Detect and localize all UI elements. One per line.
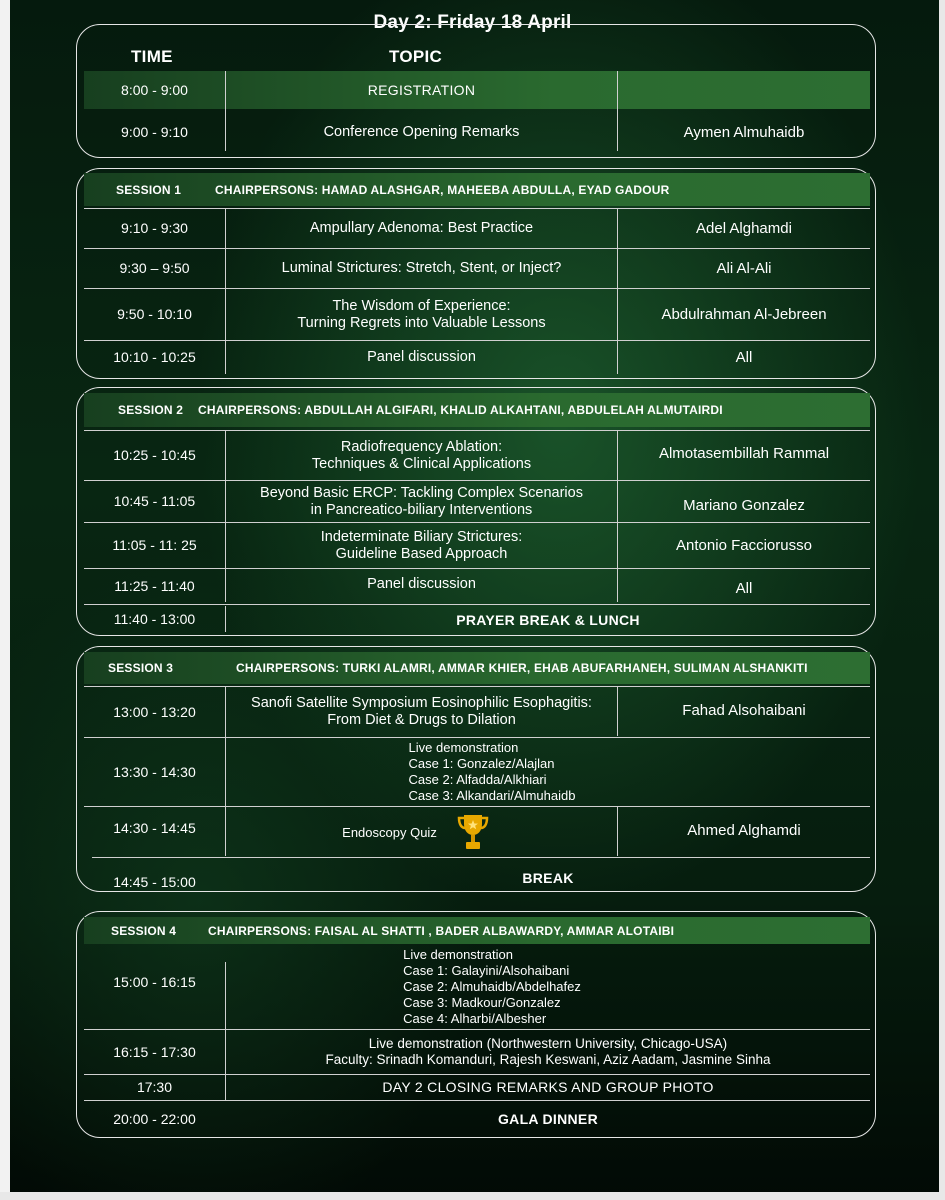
session-label: SESSION 1	[116, 182, 182, 197]
topic-line-1: Radiofrequency Ablation:	[340, 438, 503, 455]
topic-line-2: in Pancreatico-biliary Interventions	[310, 501, 533, 518]
speaker-cell: All	[735, 349, 753, 366]
page-margin-left	[0, 0, 10, 1200]
speaker-cell: Ali Al-Ali	[716, 260, 772, 277]
page-margin-right	[939, 0, 945, 1200]
time-cell: 17:30	[136, 1079, 173, 1095]
time-cell: 16:15 - 17:30	[113, 1043, 196, 1060]
time-cell: 20:00 - 22:00	[113, 1110, 196, 1127]
topic-cell	[226, 481, 617, 522]
page-title: Day 2: Friday 18 April	[373, 12, 572, 33]
row-separator	[92, 857, 870, 858]
time-cell: 14:45 - 15:00	[113, 873, 196, 890]
topic-line-1: Sanofi Satellite Symposium Eosinophilic Esophagitis:	[251, 695, 592, 711]
live-demo-list	[409, 740, 576, 804]
speaker-cell	[618, 71, 870, 109]
time-cell: 13:00 - 13:20	[113, 703, 196, 720]
topic-cell	[226, 944, 870, 1029]
time-cell: 10:25 - 10:45	[113, 447, 196, 463]
session-label: SESSION 3	[108, 661, 174, 675]
quiz-label: Endoscopy Quiz	[342, 824, 437, 840]
topic-cell: Luminal Strictures: Stretch, Stent, or Inject?	[281, 260, 562, 276]
topic-cell	[226, 289, 617, 340]
topic-cell: PRAYER BREAK & LUNCH	[456, 611, 640, 628]
session-4-header	[84, 917, 870, 944]
time-cell: 8:00 - 9:00	[121, 81, 188, 98]
topic-cell: Conference Opening Remarks	[323, 123, 520, 140]
topic-cell: GALA DINNER	[497, 1110, 598, 1127]
session-2-header	[84, 393, 870, 427]
speaker-cell: Aymen Almuhaidb	[683, 123, 805, 141]
time-cell: 9:10 - 9:30	[121, 220, 188, 236]
topic-column-header: TOPIC	[389, 47, 443, 66]
topic-cell: Panel discussion	[367, 349, 476, 365]
topic-cell: Ampullary Adenoma: Best Practice	[309, 220, 534, 236]
topic-cell: REGISTRATION	[367, 81, 476, 98]
topic-line-1: Live demonstration (Northwestern University, Chicago-USA)	[368, 1036, 728, 1051]
time-cell: 11:25 - 11:40	[114, 578, 195, 594]
speaker-cell: Antonio Facciorusso	[676, 537, 812, 554]
trophy-icon	[457, 812, 489, 852]
time-cell: 11:05 - 11: 25	[112, 537, 197, 553]
time-cell: 9:30 – 9:50	[119, 260, 190, 276]
topic-cell: DAY 2 CLOSING REMARKS AND GROUP PHOTO	[382, 1079, 714, 1095]
session-label: SESSION 2	[118, 403, 184, 417]
topic-line-1: Beyond Basic ERCP: Tackling Complex Scenarios	[260, 484, 583, 501]
topic-line-1: Indeterminate Biliary Strictures:	[320, 528, 523, 545]
session-label: SESSION 4	[111, 923, 177, 938]
speaker-cell: Abdulrahman Al-Jebreen	[661, 306, 827, 323]
time-cell: 14:30 - 14:45	[113, 819, 196, 836]
topic-cell: Panel discussion	[367, 575, 476, 592]
topic-cell	[226, 807, 617, 857]
speaker-cell: Almotasembillah Rammal	[658, 445, 830, 462]
live-demo-list	[403, 947, 581, 1027]
time-cell: 13:30 - 14:30	[113, 763, 196, 780]
session-3-header	[84, 652, 870, 684]
topic-cell	[226, 687, 617, 737]
topic-line-2: Techniques & Clinical Applications	[311, 455, 532, 472]
session-1-header	[84, 173, 870, 206]
list-item: Case 3: Madkour/Gonzalez	[403, 994, 561, 1010]
session-chairpersons: CHAIRPERSONS: TURKI ALAMRI, AMMAR KHIER, EHAB ABUFARHANEH, SULIMAN ALSHANKITI	[236, 661, 808, 675]
list-item: Case 3: Alkandari/Almuhaidb	[408, 788, 576, 803]
time-cell: 10:10 - 10:25	[113, 349, 196, 365]
topic-cell	[226, 1030, 870, 1074]
session-chairpersons: CHAIRPERSONS: ABDULLAH ALGIFARI, KHALID ALKAHTANI, ABDULELAH ALMUTAIRDI	[198, 403, 723, 417]
time-cell: 9:00 - 9:10	[121, 123, 188, 140]
topic-cell: BREAK	[522, 869, 574, 886]
time-cell: 15:00 - 16:15	[113, 973, 196, 990]
speaker-cell: All	[735, 580, 753, 597]
list-item: Case 4: Alharbi/Albesher	[403, 1010, 547, 1026]
topic-cell	[226, 738, 870, 806]
topic-line-2: From Diet & Drugs to Dilation	[327, 712, 516, 728]
topic-line-2: Guideline Based Approach	[335, 545, 508, 562]
topic-line-1: The Wisdom of Experience:	[332, 297, 511, 314]
page-margin-bottom	[0, 1192, 945, 1200]
list-item: Case 1: Gonzalez/Alajlan	[408, 756, 555, 771]
speaker-cell: Mariano Gonzalez	[683, 497, 805, 514]
time-cell: 10:45 - 11:05	[113, 493, 196, 509]
time-cell: 9:50 - 10:10	[117, 306, 192, 322]
speaker-cell: Adel Alghamdi	[696, 220, 792, 237]
topic-line-2: Turning Regrets into Valuable Lessons	[297, 314, 546, 331]
topic-cell	[226, 431, 617, 480]
speaker-cell: Ahmed Alghamdi	[687, 821, 801, 839]
session-chairpersons: CHAIRPERSONS: FAISAL AL SHATTI , BADER ALBAWARDY, AMMAR ALOTAIBI	[208, 923, 675, 938]
list-item: Case 2: Almuhaidb/Abdelhafez	[403, 978, 581, 994]
list-item: Live demonstration	[408, 740, 519, 755]
topic-line-2: Faculty: Srinadh Komanduri, Rajesh Keswani, Aziz Aadam, Jasmine Sinha	[325, 1052, 771, 1067]
time-column-header: TIME	[131, 47, 173, 66]
list-item: Live demonstration	[403, 946, 513, 962]
topic-cell	[226, 523, 617, 568]
list-item: Case 2: Alfadda/Alkhiari	[408, 772, 547, 787]
session-chairpersons: CHAIRPERSONS: HAMAD ALASHGAR, MAHEEBA ABDULLA, EYAD GADOUR	[215, 182, 670, 197]
list-item: Case 1: Galayini/Alsohaibani	[403, 962, 570, 978]
speaker-cell: Fahad Alsohaibani	[682, 701, 806, 719]
time-cell: 11:40 - 13:00	[113, 610, 196, 627]
